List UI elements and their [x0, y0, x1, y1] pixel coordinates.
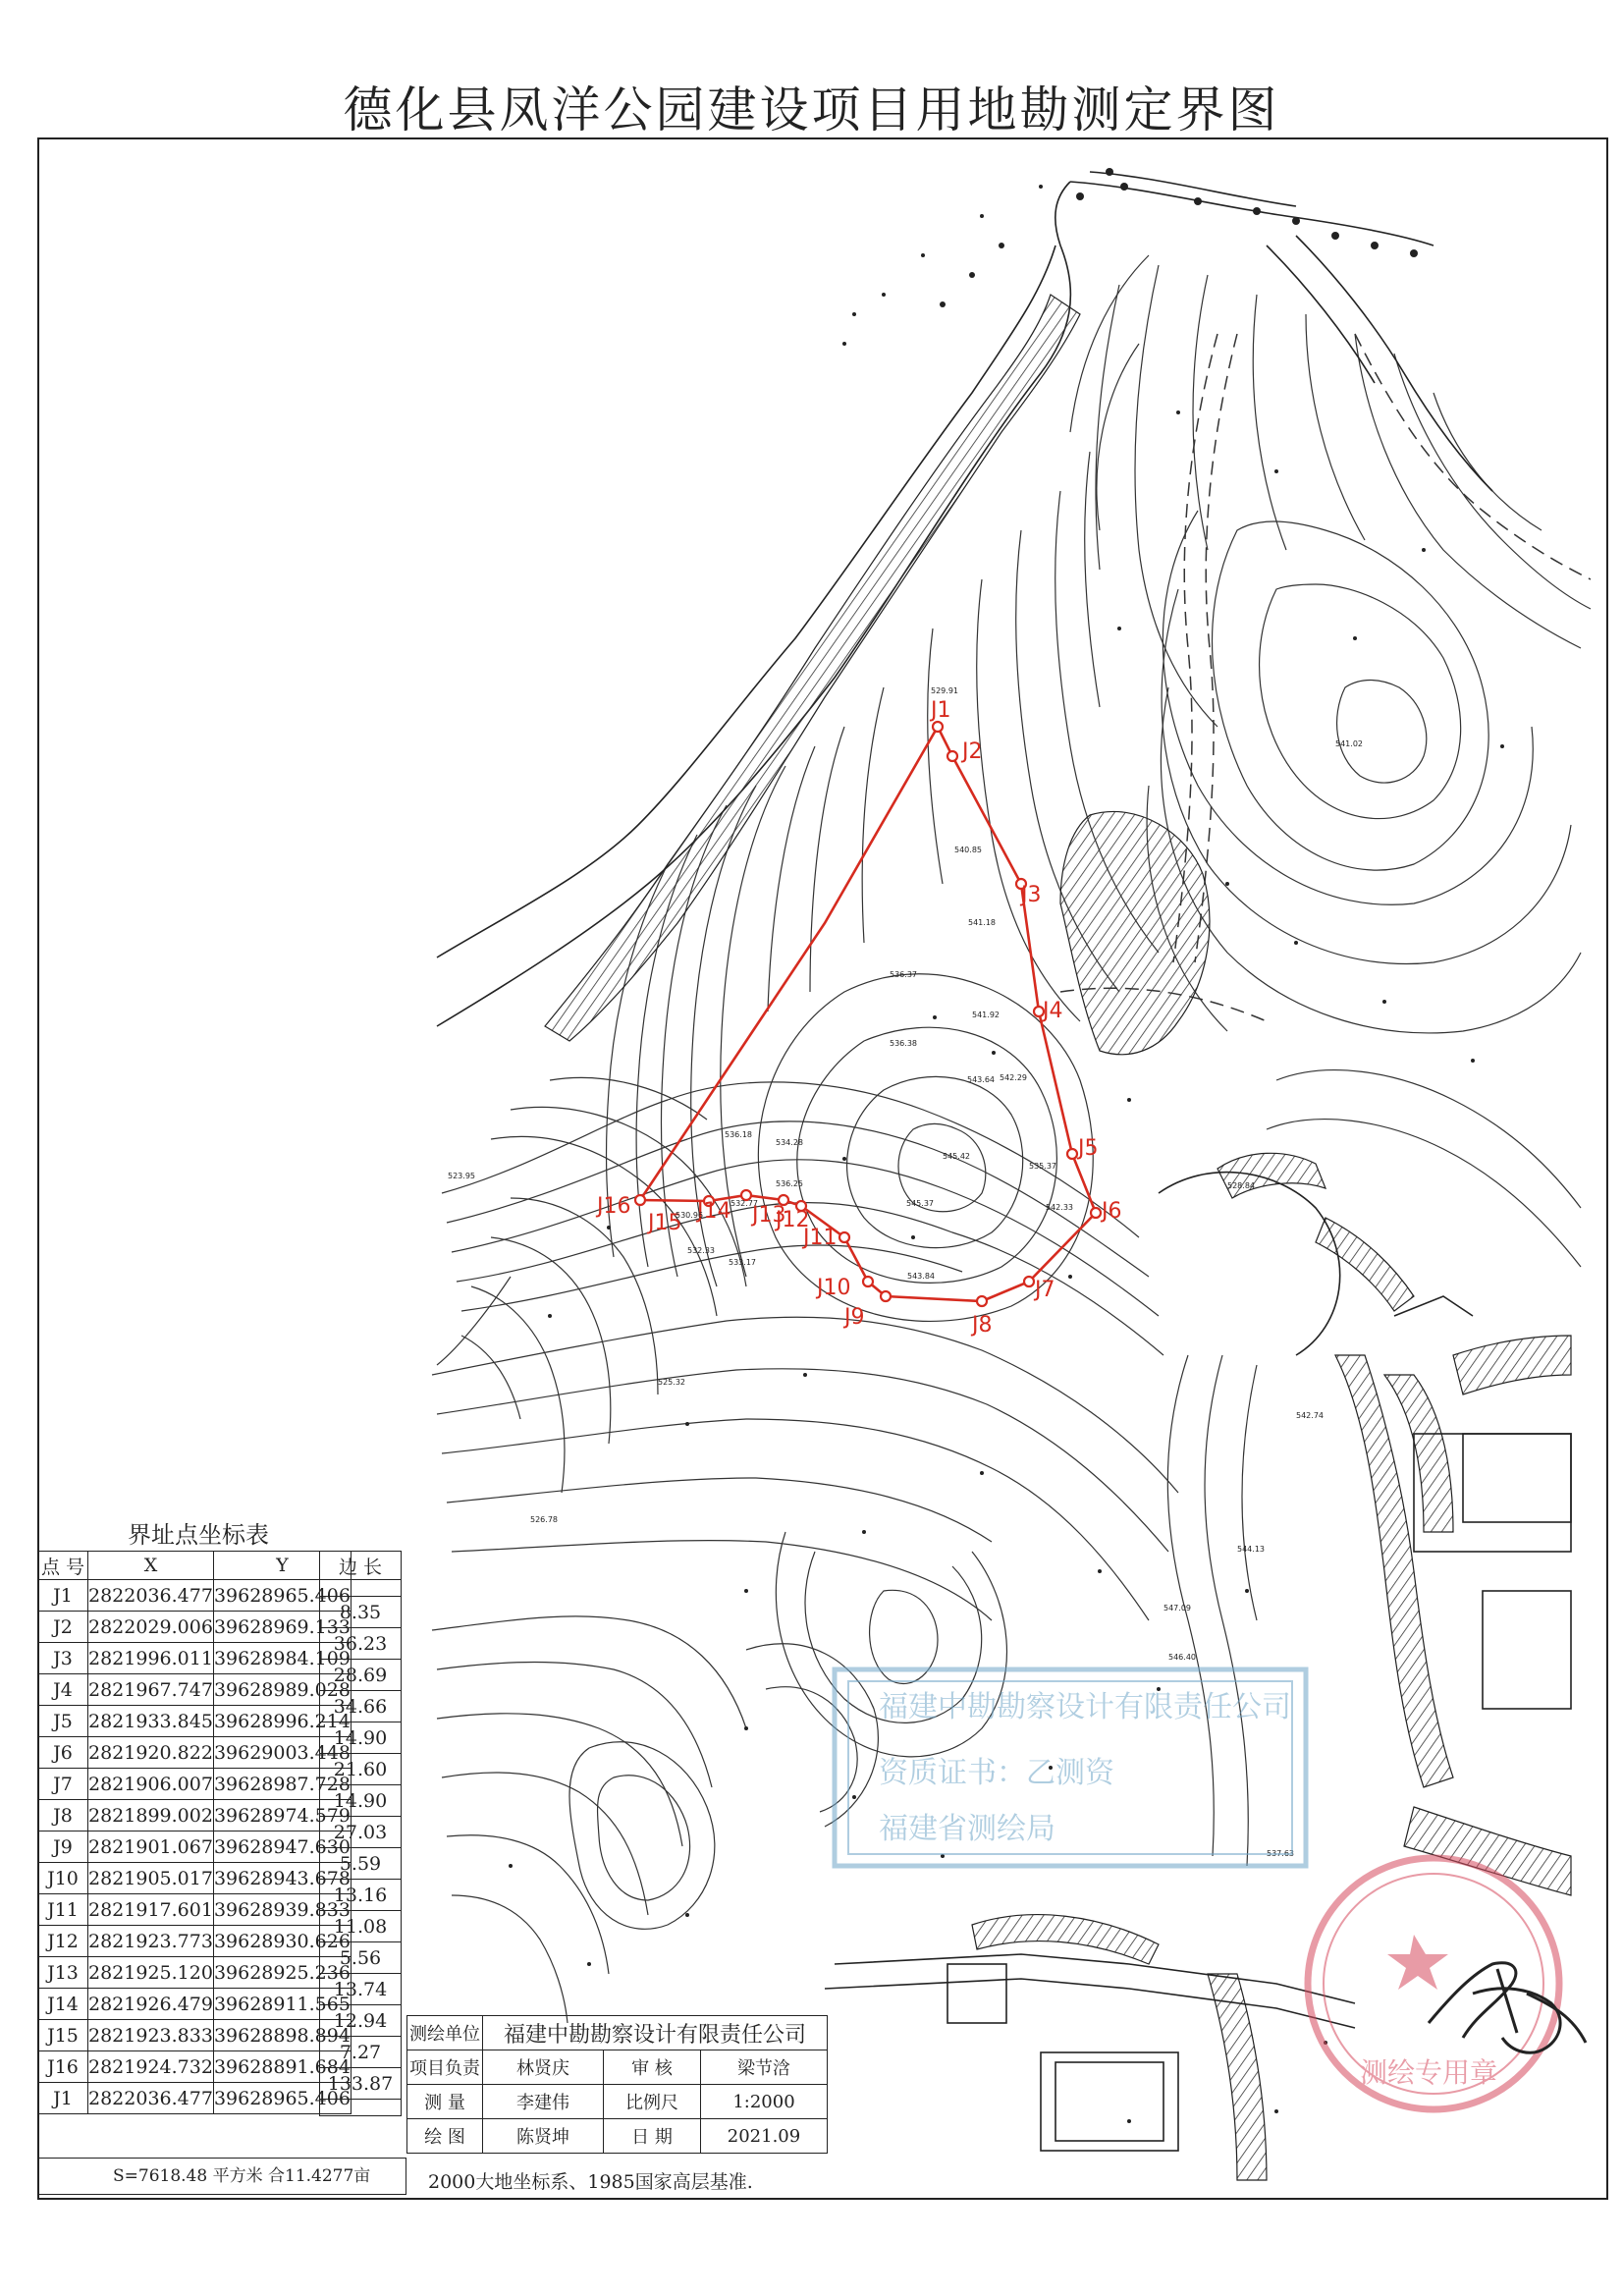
cell-y: 39628984.109 [213, 1643, 351, 1674]
cell-x: 2821996.011 [88, 1643, 214, 1674]
draw-value: 陈贤坤 [483, 2119, 604, 2154]
elevation-label: 543.84 [907, 1272, 935, 1281]
elevation-label: 528.84 [1227, 1181, 1255, 1190]
elevation-label: 533.17 [729, 1258, 756, 1267]
table-row [38, 1706, 352, 1737]
cell-point: J6 [38, 1737, 88, 1769]
edge-length: 13.16 [320, 1880, 402, 1911]
coordinate-table [37, 1551, 352, 2114]
elevation-label: 546.40 [1168, 1653, 1196, 1662]
cell-point: J16 [38, 2051, 88, 2083]
cell-point: J4 [38, 1674, 88, 1706]
table-row [38, 2020, 352, 2051]
leader-value: 林贤庆 [483, 2050, 604, 2085]
survey-value: 李建伟 [483, 2085, 604, 2119]
cell-x: 2821923.773 [88, 1926, 214, 1957]
cell-point: J14 [38, 1989, 88, 2020]
tree-symbols [940, 168, 1418, 307]
boundary-point-labels [595, 698, 1122, 1338]
date-label: 日 期 [604, 2119, 701, 2154]
cell-y: 39628969.133 [213, 1612, 351, 1643]
elevation-label: 544.13 [1237, 1545, 1265, 1554]
edge-length: 27.03 [320, 1817, 402, 1848]
table-row [38, 1800, 352, 1831]
boundary-label-J3: J3 [1021, 883, 1042, 907]
blue-stamp-cert: 资质证书：乙测资 [879, 1756, 1114, 1790]
boundary-label-J7: J7 [1035, 1278, 1055, 1302]
boundary-label-J6: J6 [1102, 1199, 1122, 1224]
draw-label: 绘 图 [407, 2119, 483, 2154]
cell-y: 39628911.565 [213, 1989, 351, 2020]
cell-y: 39629003.448 [213, 1737, 351, 1769]
blue-company-stamp [835, 1669, 1306, 1866]
scale-value: 1:2000 [701, 2085, 828, 2119]
elevation-label: 532.77 [730, 1199, 758, 1208]
cell-y: 39628925.236 [213, 1957, 351, 1989]
datum-note: 2000大地坐标系、1985国家高层基准. [428, 2171, 753, 2193]
header-point: 点 号 [38, 1552, 88, 1580]
elevation-label: 534.28 [776, 1138, 803, 1147]
elevation-label: 541.92 [972, 1011, 1000, 1019]
elevation-label: 536.25 [776, 1179, 803, 1188]
elevation-label: 542.74 [1296, 1411, 1324, 1420]
cell-x: 2821926.479 [88, 1989, 214, 2020]
elevation-label: 541.02 [1335, 739, 1363, 748]
boundary-label-J16: J16 [597, 1194, 631, 1219]
cell-x: 2821933.845 [88, 1706, 214, 1737]
table-row [38, 1674, 352, 1706]
boundary-label-J13: J13 [752, 1203, 786, 1228]
boundary-label-J2: J2 [962, 739, 983, 764]
elevation-label: 535.37 [1029, 1162, 1056, 1171]
cell-x: 2821906.007 [88, 1769, 214, 1800]
cell-point: J3 [38, 1643, 88, 1674]
boundary-label-J8: J8 [972, 1313, 993, 1338]
table-row [38, 1831, 352, 1863]
review-label: 审 核 [604, 2050, 701, 2085]
cell-x: 2821917.601 [88, 1894, 214, 1926]
cell-y: 39628898.894 [213, 2020, 351, 2051]
header-edge: 边 长 [320, 1552, 402, 1580]
boundary-label-J9: J9 [844, 1305, 865, 1330]
cell-point: J7 [38, 1769, 88, 1800]
edge-length: 7.27 [320, 2037, 402, 2068]
table-row [38, 2083, 352, 2114]
cell-point: J10 [38, 1863, 88, 1894]
table-row [38, 1580, 352, 1612]
cell-x: 2822029.006 [88, 1612, 214, 1643]
elevation-label: 525.32 [658, 1378, 685, 1387]
elevation-label: 536.18 [725, 1130, 752, 1139]
elevation-label: 545.37 [906, 1199, 934, 1208]
cell-point: J8 [38, 1800, 88, 1831]
cell-y: 39628930.626 [213, 1926, 351, 1957]
table-row [38, 1769, 352, 1800]
date-value: 2021.09 [701, 2119, 828, 2154]
table-row [38, 1737, 352, 1769]
header-x: X [88, 1552, 214, 1580]
edge-length: 5.56 [320, 1942, 402, 1974]
edge-length: 28.69 [320, 1660, 402, 1691]
elevation-label: 537.63 [1267, 1849, 1294, 1858]
cell-y: 39628891.684 [213, 2051, 351, 2083]
area-summary: S=7618.48 平方米 合11.4277亩 [37, 2158, 406, 2195]
elevation-label: 526.78 [530, 1515, 558, 1524]
edge-length: 12.94 [320, 2005, 402, 2037]
cell-y: 39628943.678 [213, 1863, 351, 1894]
boundary-label-J12: J12 [776, 1208, 810, 1232]
cell-point: J2 [38, 1612, 88, 1643]
cell-point: J11 [38, 1894, 88, 1926]
cell-y: 39628996.214 [213, 1706, 351, 1737]
edge-spacer [320, 1580, 402, 1597]
survey-label: 测 量 [407, 2085, 483, 2119]
road-lines [437, 172, 1492, 1026]
cell-x: 2821924.732 [88, 2051, 214, 2083]
blue-stamp-authority: 福建省测绘局 [879, 1812, 1055, 1846]
elevation-label: 523.95 [448, 1172, 475, 1180]
elevation-label: 547.09 [1163, 1604, 1191, 1613]
boundary-label-J5: J5 [1078, 1136, 1099, 1161]
edge-length: 13.74 [320, 1974, 402, 2005]
cell-point: J9 [38, 1831, 88, 1863]
cell-y: 39628987.728 [213, 1769, 351, 1800]
elevation-label: 543.64 [967, 1075, 995, 1084]
elevation-label: 529.91 [931, 686, 958, 695]
cell-point: J13 [38, 1957, 88, 1989]
cell-x: 2821901.067 [88, 1831, 214, 1863]
cell-point: J15 [38, 2020, 88, 2051]
review-value: 梁节浛 [701, 2050, 828, 2085]
edge-length-table [319, 1551, 402, 2116]
elevation-label: 536.38 [890, 1039, 917, 1048]
cell-y: 39628939.833 [213, 1894, 351, 1926]
edge-length: 8.35 [320, 1597, 402, 1628]
elevation-label: 540.85 [954, 846, 982, 854]
cell-x: 2821920.822 [88, 1737, 214, 1769]
edge-length: 5.59 [320, 1848, 402, 1880]
edge-length: 21.60 [320, 1754, 402, 1785]
table-row [38, 2051, 352, 2083]
edge-length: 36.23 [320, 1628, 402, 1660]
cell-x: 2821899.002 [88, 1800, 214, 1831]
elevation-label: 542.29 [1000, 1073, 1027, 1082]
boundary-label-J1: J1 [931, 698, 951, 723]
edge-length: 133.87 [320, 2068, 402, 2100]
red-seal-label: 测绘专用章 [1360, 2056, 1498, 2089]
elevation-label: 545.42 [943, 1152, 970, 1161]
map-title: 德化县凤洋公园建设项目用地勘测定界图 [343, 82, 1280, 138]
edge-length: 34.66 [320, 1691, 402, 1722]
table-header-row [38, 1552, 352, 1580]
cell-point: J12 [38, 1926, 88, 1957]
blue-stamp-company: 福建中勘勘察设计有限责任公司 [879, 1690, 1291, 1724]
cell-x: 2821905.017 [88, 1863, 214, 1894]
table-row [38, 1612, 352, 1643]
cell-point: J1 [38, 2083, 88, 2114]
cell-x: 2821967.747 [88, 1674, 214, 1706]
cell-x: 2822036.477 [88, 2083, 214, 2114]
elevation-labels [448, 686, 1363, 1858]
header-y: Y [213, 1552, 351, 1580]
boundary-polygon [595, 698, 1122, 1338]
elevation-label: 536.37 [890, 970, 917, 979]
edge-length: 14.90 [320, 1722, 402, 1754]
cell-y: 39628989.028 [213, 1674, 351, 1706]
boundary-label-J11: J11 [803, 1226, 838, 1250]
elevation-label: 530.96 [676, 1211, 703, 1220]
boundary-label-J14: J14 [697, 1199, 731, 1224]
cell-y: 39628965.406 [213, 1580, 351, 1612]
cell-point: J1 [38, 1580, 88, 1612]
cell-x: 2822036.477 [88, 1580, 214, 1612]
cell-y: 39628947.630 [213, 1831, 351, 1863]
red-survey-seal [1308, 1858, 1559, 2109]
table-row [38, 1926, 352, 1957]
survey-info-table [406, 2015, 828, 2154]
cell-point: J5 [38, 1706, 88, 1737]
cell-y: 39628974.579 [213, 1800, 351, 1831]
boundary-label-J4: J4 [1043, 999, 1063, 1023]
scale-label: 比例尺 [604, 2085, 701, 2119]
cell-x: 2821925.120 [88, 1957, 214, 1989]
table-row [38, 1863, 352, 1894]
boundary-label-J15: J15 [648, 1211, 682, 1235]
elevation-label: 542.33 [1046, 1203, 1073, 1212]
leader-label: 项目负责 [407, 2050, 483, 2085]
cell-x: 2821923.833 [88, 2020, 214, 2051]
edge-length: 14.90 [320, 1785, 402, 1817]
elevation-label: 541.18 [968, 918, 996, 927]
cell-y: 39628965.406 [213, 2083, 351, 2114]
table-row [38, 1989, 352, 2020]
edge-length: 11.08 [320, 1911, 402, 1942]
table-row [38, 1894, 352, 1926]
edge-spacer [320, 2100, 402, 2116]
unit-value: 福建中勘勘察设计有限责任公司 [483, 2016, 828, 2050]
table-row [38, 1957, 352, 1989]
elevation-label: 532.33 [687, 1246, 715, 1255]
table-row [38, 1643, 352, 1674]
unit-label: 测绘单位 [407, 2016, 483, 2050]
coord-table-title: 界址点坐标表 [128, 1521, 269, 1549]
boundary-label-J10: J10 [817, 1276, 851, 1300]
